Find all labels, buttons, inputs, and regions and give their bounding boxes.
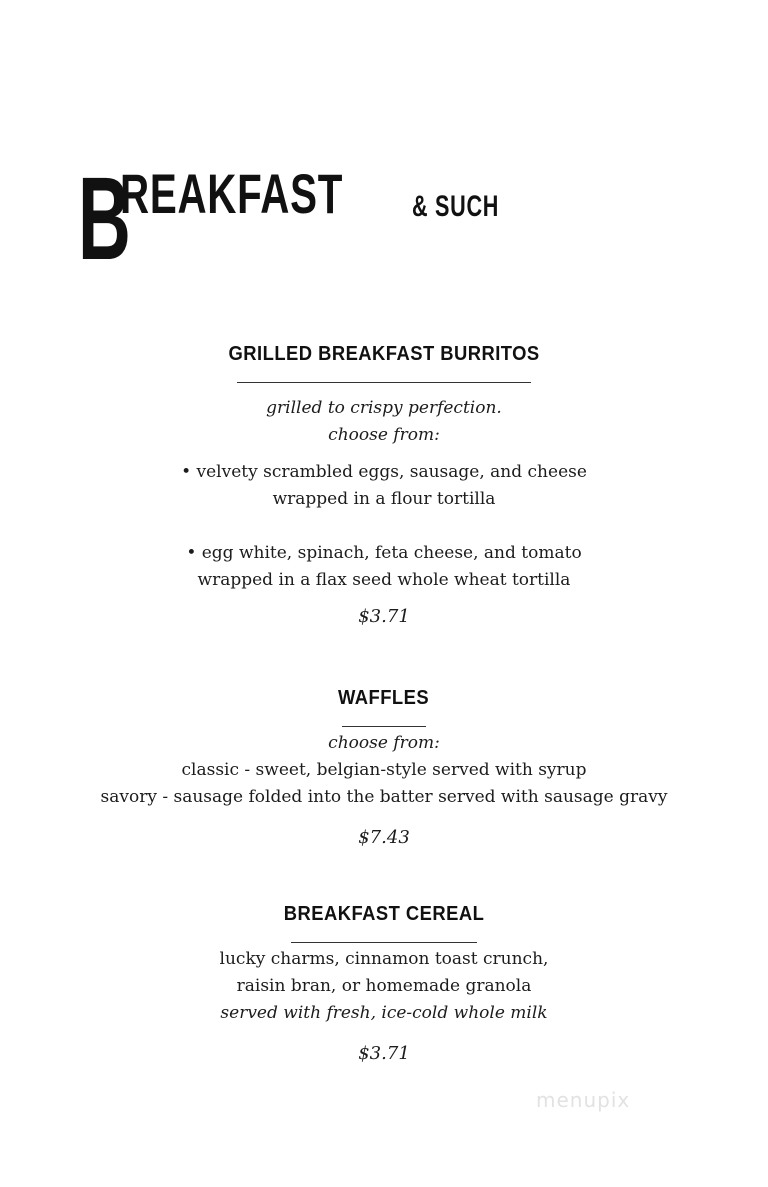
section-waffles <box>0 688 768 847</box>
item-description: raisin bran, or homemade granola <box>236 976 532 996</box>
item-intro: grilled to crispy perfection. <box>266 398 502 418</box>
item-intro: choose from: <box>328 425 440 445</box>
section-title: GRILLED BREAKFAST BURRITOS <box>228 343 540 365</box>
page-subtitle: & SUCH <box>412 190 500 223</box>
item-description: served with fresh, ice-cold whole milk <box>220 1003 548 1023</box>
page-title: REAKFAST <box>120 162 344 225</box>
watermark-logo: menupix <box>536 1088 631 1112</box>
item-option: • egg white, spinach, feta cheese, and tomato <box>186 543 582 563</box>
item-price: $7.43 <box>358 827 410 848</box>
section-title: WAFFLES <box>338 687 430 709</box>
item-option: classic - sweet, belgian-style served with syrup <box>181 760 587 780</box>
item-option: wrapped in a flax seed whole wheat tortilla <box>197 570 571 590</box>
item-option: wrapped in a flour tortilla <box>272 489 496 509</box>
title-initial-letter: B <box>78 153 131 285</box>
menu-header <box>0 0 768 285</box>
section-breakfast-cereal <box>0 904 768 1063</box>
item-price: $3.71 <box>358 606 410 627</box>
item-option: savory - sausage folded into the batter served with sausage gravy <box>100 787 668 807</box>
item-price: $3.71 <box>358 1043 410 1064</box>
section-breakfast-burritos <box>0 344 768 626</box>
section-title: BREAKFAST CEREAL <box>283 903 485 925</box>
item-description: lucky charms, cinnamon toast crunch, <box>219 949 549 969</box>
item-option: • velvety scrambled eggs, sausage, and cheese <box>181 462 587 482</box>
item-intro: choose from: <box>328 733 440 753</box>
